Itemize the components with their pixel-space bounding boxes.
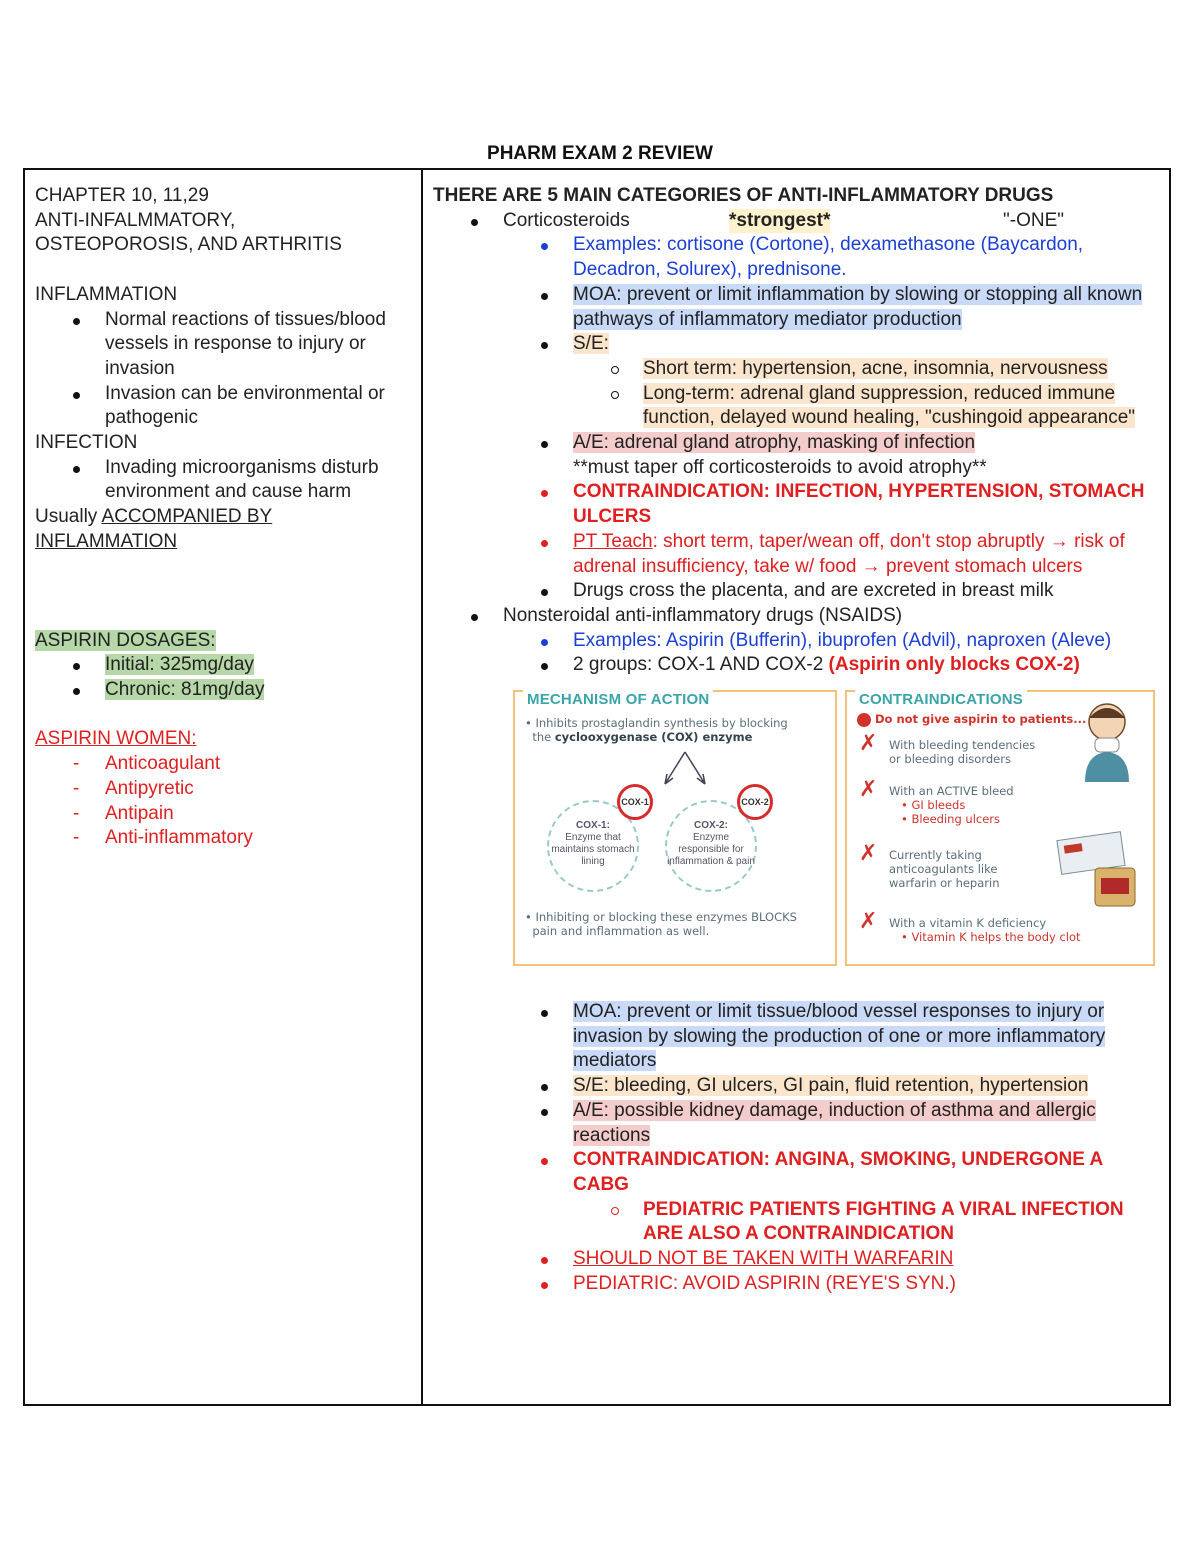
- topic-line-1: ANTI-INFALMMATORY,: [35, 209, 236, 231]
- bullet-icon: [471, 614, 478, 621]
- bullet-icon: [73, 466, 80, 473]
- list-item: A/E: possible kidney damage, induction of asthma and allergic reactions: [433, 1099, 1158, 1148]
- list-item: S/E:: [433, 332, 1158, 357]
- list-item: Examples: cortisone (Cortone), dexamethasone (Baycardon, Decadron, Solurex), prednisone.: [433, 233, 1158, 282]
- bullet-icon: [471, 219, 478, 226]
- list-item: Normal reactions of tissues/blood vessels in response to injury or invasion: [35, 308, 410, 382]
- dash-icon: -: [73, 777, 80, 799]
- bullet-icon: [541, 293, 548, 300]
- bullet-icon: [541, 589, 548, 596]
- bullet-icon: [73, 392, 80, 399]
- medicine-package-icon: [1055, 828, 1145, 910]
- mechanism-title: MECHANISM OF ACTION: [523, 688, 713, 713]
- cox2-circle: COX-2: Enzyme responsible for inflammation & pain: [665, 800, 757, 892]
- aspirin-figure: [433, 690, 1158, 990]
- usually-line: Usually ACCOMPANIED BY INFLAMMATION: [35, 506, 273, 552]
- bullet-icon: [73, 688, 80, 695]
- cox1-circle: COX-1: Enzyme that maintains stomach lining: [547, 800, 639, 892]
- bullet-icon: [541, 342, 548, 349]
- list-item-corticosteroids: Corticosteroids *strongest* "-ONE": [433, 209, 1158, 234]
- bullet-icon: [541, 1282, 548, 1289]
- list-item: - Anti-inflammatory: [35, 826, 410, 851]
- list-item: - Antipyretic: [35, 777, 410, 802]
- bullet-icon: [541, 1084, 548, 1091]
- list-item: CONTRAINDICATION: INFECTION, HYPERTENSION, STOMACH ULCERS: [433, 480, 1158, 529]
- list-item: PT Teach: short term, taper/wean off, don't stop abruptly → risk of adrenal insufficiency, take w/ food → prevent stomach ulcers: [433, 530, 1158, 579]
- x-icon: ✗: [859, 777, 878, 803]
- x-icon: ✗: [859, 731, 878, 757]
- list-item: SHOULD NOT BE TAKEN WITH WARFARIN: [433, 1247, 1158, 1272]
- list-item: Short term: hypertension, acne, insomnia, nervousness: [433, 357, 1158, 382]
- list-item: A/E: adrenal gland atrophy, masking of infection: [433, 431, 1158, 456]
- list-item: - Anticoagulant: [35, 752, 410, 777]
- mechanism-bottom-text: • Inhibiting or blocking these enzymes BLOCKS pain and inflammation as well.: [525, 910, 797, 939]
- list-item: Long-term: adrenal gland suppression, reduced immune function, delayed wound healing, "cushingoid appearance": [433, 382, 1158, 431]
- women-heading: ASPIRIN WOMEN:: [35, 728, 197, 750]
- bullet-icon: [73, 663, 80, 670]
- contraindications-panel: [845, 690, 1155, 966]
- x-icon: ✗: [859, 841, 878, 867]
- bullet-icon: [541, 1109, 548, 1116]
- list-item: PEDIATRIC PATIENTS FIGHTING A VIRAL INFECTION ARE ALSO A CONTRAINDICATION: [433, 1198, 1158, 1247]
- circle-bullet-icon: [611, 366, 619, 374]
- branch-arrow-icon: [655, 750, 715, 790]
- mechanism-text: • Inhibits prostaglandin synthesis by blocking the cyclooxygenase (COX) enzyme: [525, 716, 788, 745]
- list-item: 2 groups: COX-1 AND COX-2 (Aspirin only blocks COX-2): [433, 653, 1158, 678]
- bullet-icon: [541, 243, 548, 250]
- mechanism-panel: [513, 690, 837, 966]
- contraindications-title: CONTRAINDICATIONS: [855, 688, 1027, 713]
- bullet-icon: [73, 318, 80, 325]
- contra-item-3: Currently taking anticoagulants like warfarin or heparin: [889, 848, 1000, 891]
- stop-icon: [857, 713, 871, 727]
- dash-icon: -: [73, 802, 80, 824]
- list-item: MOA: prevent or limit inflammation by slowing or stopping all known pathways of inflammatory mediator production: [433, 283, 1158, 332]
- list-item: Invading microorganisms disturb environment and cause harm: [35, 456, 410, 505]
- bullet-icon: [541, 1158, 548, 1165]
- right-column: [433, 184, 1158, 1297]
- list-item: MOA: prevent or limit tissue/blood vessel responses to injury or invasion by slowing the production of one or more inflammatory mediators: [433, 1000, 1158, 1074]
- child-coughing-icon: [1075, 698, 1139, 782]
- list-item: - Antipain: [35, 802, 410, 827]
- no-cox1-icon: COX-1: [617, 784, 653, 820]
- one-suffix: "-ONE": [1003, 209, 1064, 231]
- bullet-icon: [541, 490, 548, 497]
- infection-heading: INFECTION: [35, 432, 138, 454]
- bullet-icon: [541, 639, 548, 646]
- accompanied-text: ACCOMPANIED BY INFLAMMATION: [35, 506, 273, 552]
- bullet-icon: [541, 1257, 548, 1264]
- list-item: Invasion can be environmental or pathogenic: [35, 382, 410, 431]
- list-item: Initial: 325mg/day: [35, 653, 410, 678]
- contra-item-4: With a vitamin K deficiency • Vitamin K helps the body clot: [889, 916, 1081, 945]
- bullet-icon: [541, 441, 548, 448]
- list-item: PEDIATRIC: AVOID ASPIRIN (REYE'S SYN.): [433, 1272, 1158, 1297]
- list-item: Drugs cross the placenta, and are excreted in breast milk: [433, 579, 1158, 604]
- review-table: [23, 168, 1171, 1406]
- contra-item-1: With bleeding tendencies or bleeding disorders: [889, 738, 1036, 767]
- dash-icon: -: [73, 753, 80, 775]
- chapter-line: CHAPTER 10, 11,29: [35, 185, 209, 206]
- categories-heading: THERE ARE 5 MAIN CATEGORIES OF ANTI-INFLAMMATORY DRUGS: [433, 185, 1054, 206]
- inflammation-heading: INFLAMMATION: [35, 283, 178, 305]
- taper-note: **must taper off corticosteroids to avoid atrophy**: [573, 456, 987, 478]
- circle-bullet-icon: [611, 1207, 619, 1215]
- no-cox2-icon: COX-2: [737, 784, 773, 820]
- strongest-badge: *strongest*: [729, 209, 830, 234]
- list-item-nsaids: Nonsteroidal anti-inflammatory drugs (NSAIDS): [433, 604, 1158, 629]
- circle-bullet-icon: [611, 391, 619, 399]
- topic-line-2: OSTEOPOROSIS, AND ARTHRITIS: [35, 234, 342, 256]
- bullet-icon: [541, 663, 548, 670]
- list-item: Examples: Aspirin (Bufferin), ibuprofen (Advil), naproxen (Aleve): [433, 629, 1158, 654]
- list-item: S/E: bleeding, GI ulcers, GI pain, fluid retention, hypertension: [433, 1074, 1158, 1099]
- x-icon: ✗: [859, 909, 878, 935]
- list-item: Chronic: 81mg/day: [35, 678, 410, 703]
- dash-icon: -: [73, 827, 80, 849]
- left-column: [35, 184, 410, 851]
- bullet-icon: [541, 540, 548, 547]
- page-title: PHARM EXAM 2 REVIEW: [487, 143, 713, 164]
- list-item: CONTRAINDICATION: ANGINA, SMOKING, UNDERGONE A CABG: [433, 1148, 1158, 1197]
- dosages-heading: ASPIRIN DOSAGES:: [35, 629, 216, 651]
- contra-item-2: With an ACTIVE bleed • GI bleeds • Bleeding ulcers: [889, 784, 1014, 827]
- contra-intro: Do not give aspirin to patients...: [857, 712, 1086, 727]
- column-divider: [421, 170, 423, 1404]
- bullet-icon: [541, 1010, 548, 1017]
